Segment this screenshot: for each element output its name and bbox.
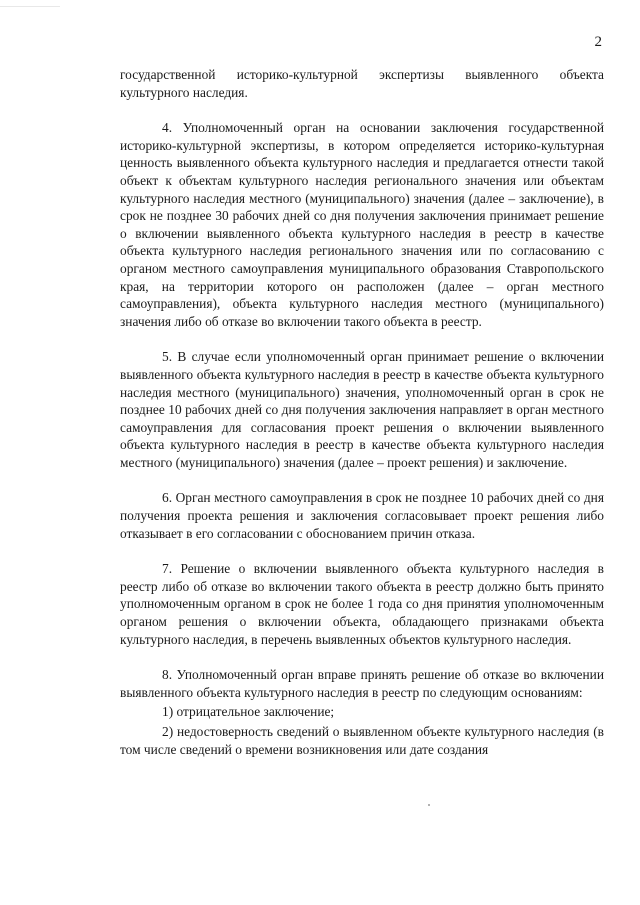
scan-artifact xyxy=(0,0,60,7)
paragraph-5: 5. В случае если уполномоченный орган принимает решение о включении выявленного объекта культурного наследия в реестр в качестве объекта культурного наследия местного (муниципального) значения, уполномоченный орган в срок не позднее 10 рабочих дней со дня получения заключения направляет в орган местного самоуправления для согласования проект решения о включении выявленного объекта культурного наследия в реестр в качестве объекта культурного наследия местного (муниципального) значения (далее – проект решения) и заключение. xyxy=(120,349,604,470)
paragraph-6: 6. Орган местного самоуправления в срок не позднее 10 рабочих дней со дня получения проекта решения и заключения согласовывает проект решения либо отказывает в его согласовании с обоснованием причин отказа. xyxy=(120,490,604,541)
paragraph-4: 4. Уполномоченный орган на основании заключения государственной историко-культурной экспертизы, в котором определяется историко-культурная ценность выявленного объекта культурного наследия и предлагается отнести такой объект к объектам культурного наследия регионального значения или объектам культурного наследия местного (муниципального) значения (далее – заключение), в срок не позднее 30 рабочих дней со дня получения заключения принимает решение о включении выявленного объекта культурного наследия в реестр в качестве объекта культурного наследия регионального значения или по согласованию с органом местного самоуправления муниципального образования Ставропольского края, на территории которого он расположен (далее – орган местного самоуправления), объекта культурного наследия местного (муниципального) значения либо об отказе во включении такого объекта в реестр. xyxy=(120,120,604,329)
scan-speck xyxy=(428,804,430,806)
paragraph-continuation: государственной историко-культурной экспертизы выявленного объекта культурного наследия. xyxy=(120,67,604,100)
document-body xyxy=(120,66,604,758)
paragraph-8: 8. Уполномоченный орган вправе принять решение об отказе во включении выявленного объекта культурного наследия в реестр по следующим основаниям: xyxy=(120,667,604,700)
list-item-1: 1) отрицательное заключение; xyxy=(162,704,335,720)
list-item-2: 2) недостоверность сведений о выявленном объекте культурного наследия (в том числе сведений о времени возникновения или дате создания xyxy=(120,724,604,757)
page-number: 2 xyxy=(594,34,602,50)
paragraph-7: 7. Решение о включении выявленного объекта культурного наследия в реестр либо об отказе во включении такого объекта в реестр должно быть принято уполномоченным органом в срок не более 1 года со дня принятия уполномоченным органом решения о включении объекта, обладающего признаками объекта культурного наследия, в перечень выявленных объектов культурного наследия. xyxy=(120,561,604,647)
